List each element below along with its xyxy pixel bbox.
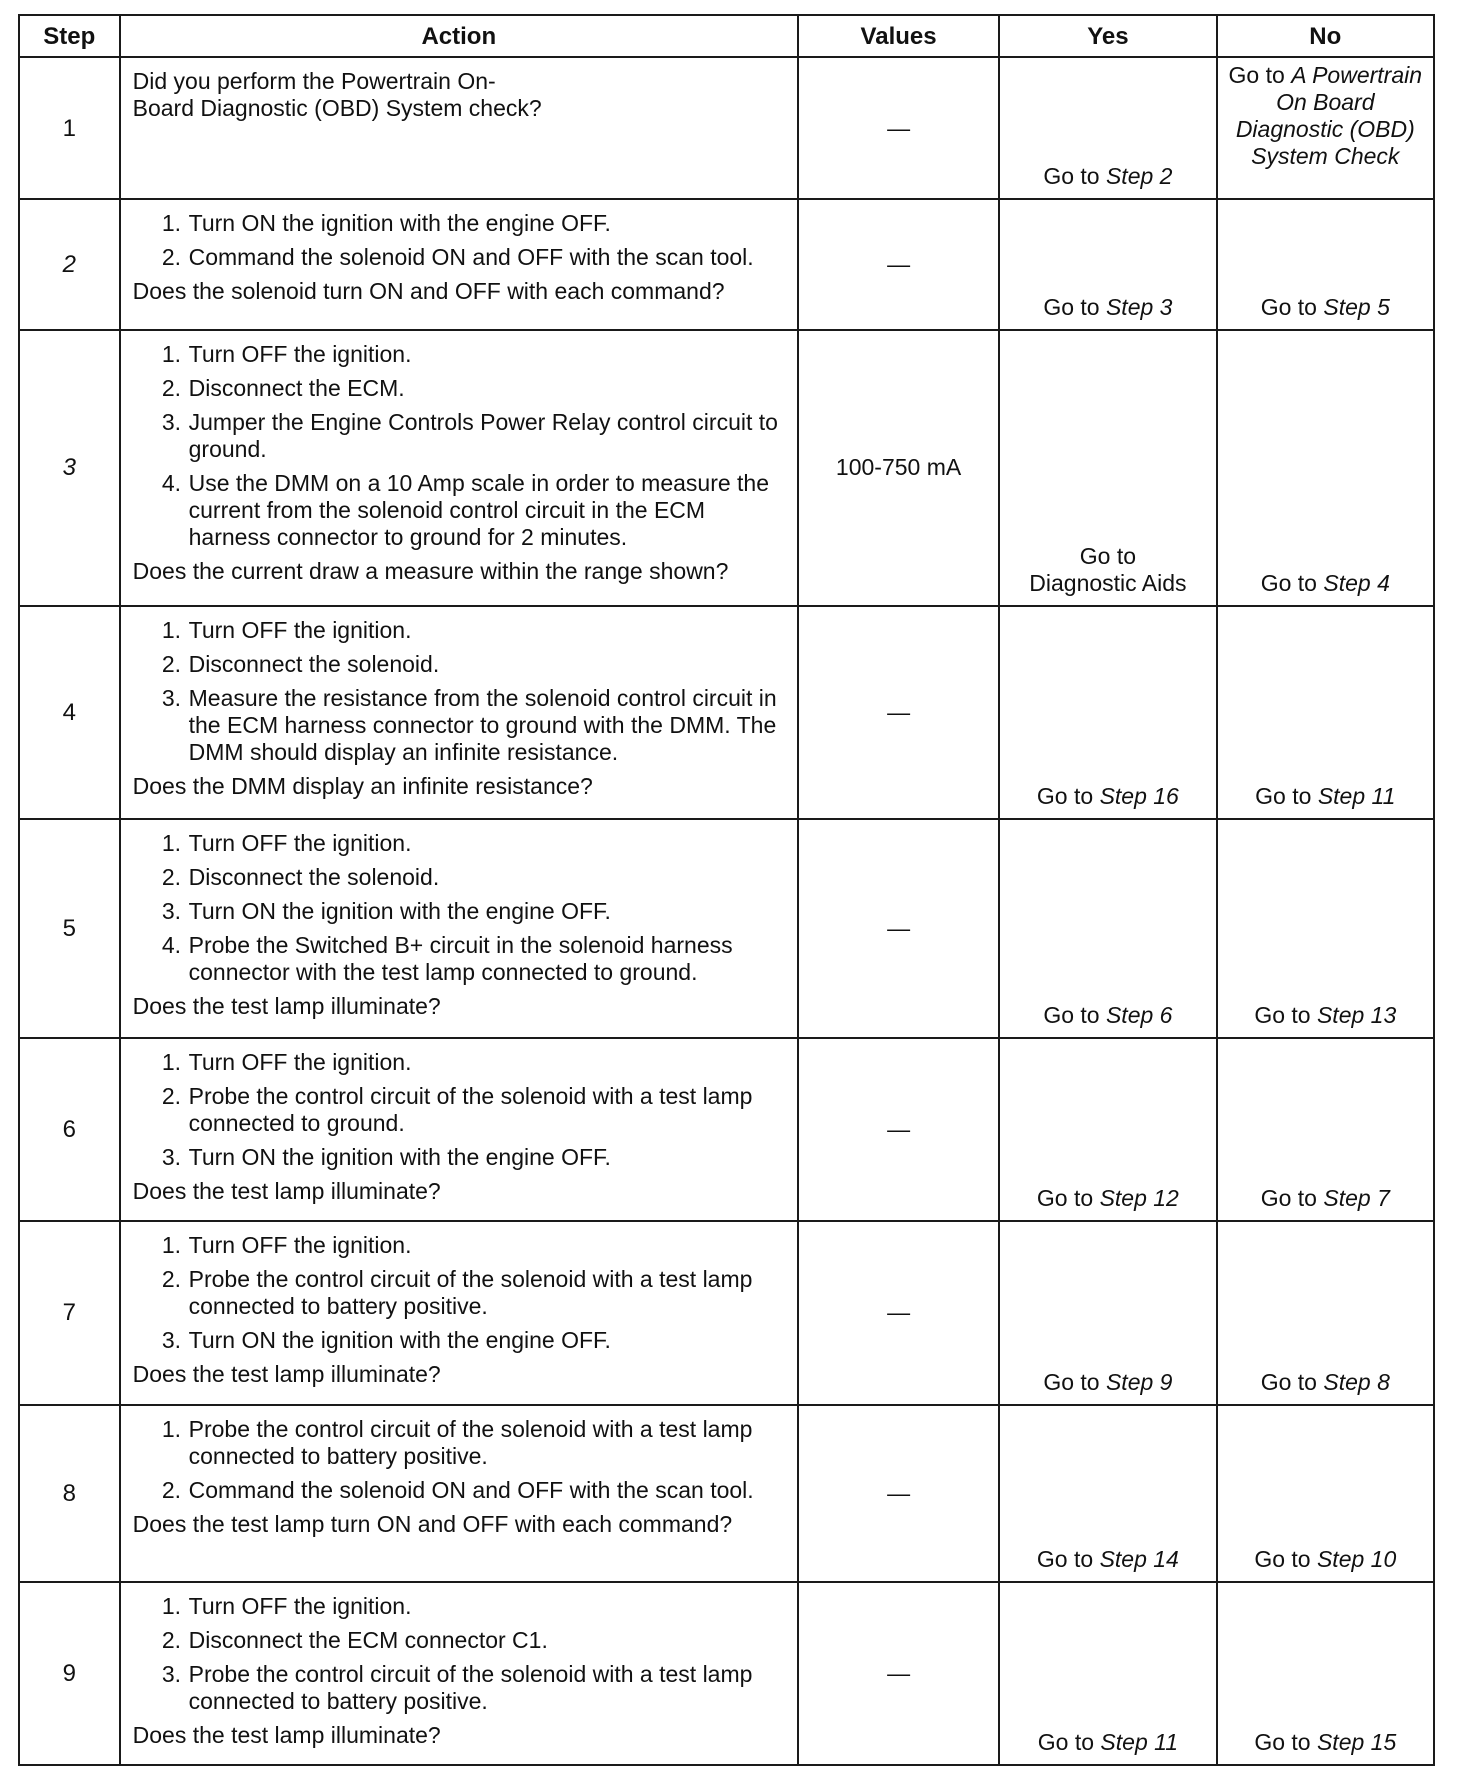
- no-result-cell: [1217, 199, 1434, 330]
- substep-text: Jumper the Engine Controls Power Relay control circuit to ground.: [188, 408, 778, 462]
- substep-number: 1: [161, 616, 175, 643]
- table-row: [19, 1582, 1434, 1765]
- substep-number: 2: [161, 244, 175, 271]
- values-cell: —: [798, 606, 999, 819]
- substep-text: Command the solenoid ON and OFF with the scan tool.: [188, 1476, 754, 1503]
- action-cell: [120, 57, 798, 199]
- substep-list: [133, 1416, 789, 1504]
- no-goto-text: Go to: [1260, 1185, 1324, 1212]
- no-goto-text: Go to: [1254, 1729, 1317, 1755]
- no-result-cell: [1217, 57, 1434, 199]
- substep-item: [133, 685, 789, 766]
- action-cell: [120, 606, 798, 819]
- no-goto-text: Go to: [1255, 782, 1318, 809]
- substep-text: Turn OFF the ignition.: [188, 829, 412, 856]
- table-row: [19, 330, 1434, 606]
- header-step: Step: [19, 15, 120, 57]
- substep-list: [133, 830, 789, 986]
- substep-item: [133, 1266, 789, 1320]
- substep-number: 2: [161, 650, 175, 677]
- header-no: No: [1217, 15, 1434, 57]
- substep-number: 1: [161, 340, 175, 367]
- no-step-reference[interactable]: Step 5: [1323, 293, 1390, 320]
- substep-item: [133, 617, 789, 644]
- substep-number: 1: [161, 210, 175, 237]
- substep-item: [133, 1627, 789, 1654]
- table-header: [19, 15, 1434, 57]
- substep-text: Turn ON the ignition with the engine OFF.: [188, 1143, 611, 1170]
- action-cell: [120, 1405, 798, 1582]
- substep-item: [133, 1593, 789, 1620]
- substep-text: Disconnect the ECM.: [188, 374, 405, 401]
- action-cell: [120, 819, 798, 1038]
- no-goto-text: Go to: [1228, 62, 1292, 88]
- substep-text: Turn OFF the ignition.: [188, 1232, 412, 1259]
- table-row: [19, 606, 1434, 819]
- yes-goto-text: Go to: [1043, 163, 1106, 190]
- substep-list: [133, 1049, 789, 1171]
- step-question: Does the test lamp illuminate?: [132, 992, 441, 1019]
- yes-result-cell: [999, 1038, 1216, 1221]
- no-step-reference[interactable]: Step 4: [1323, 569, 1390, 596]
- substep-text: Probe the control circuit of the solenoid with a test lamp connected to battery positive.: [188, 1415, 753, 1469]
- step-number: 5: [19, 819, 120, 1038]
- table-row: [19, 1221, 1434, 1404]
- step-question: Does the test lamp illuminate?: [132, 1361, 441, 1388]
- substep-number: 1: [161, 1592, 175, 1619]
- substep-list: [133, 210, 789, 271]
- substep-text: Turn OFF the ignition.: [188, 616, 412, 643]
- yes-step-reference[interactable]: Step 14: [1099, 1545, 1179, 1572]
- substep-item: [133, 898, 789, 925]
- substep-dot: .: [174, 897, 182, 924]
- substep-number: 2: [161, 1626, 175, 1653]
- substep-item: [133, 1049, 789, 1076]
- substep-number: 1: [161, 1415, 175, 1442]
- substep-text: Disconnect the solenoid.: [188, 650, 440, 677]
- substep-item: [133, 1477, 789, 1504]
- substep-text: Use the DMM on a 10 Amp scale in order to measure the current from the solenoid control circuit in the ECM harness connector to ground for 2 minutes.: [188, 469, 770, 550]
- no-step-reference[interactable]: Step 13: [1316, 1001, 1397, 1028]
- substep-dot: .: [174, 340, 182, 367]
- action-cell: [120, 1038, 798, 1221]
- step-question: Does the test lamp turn ON and OFF with each command?: [132, 1510, 733, 1537]
- yes-result-cell: [999, 1582, 1216, 1765]
- yes-step-reference[interactable]: Step 12: [1099, 1185, 1179, 1212]
- substep-text: Turn OFF the ignition.: [188, 1048, 412, 1075]
- substep-number: 3: [161, 684, 175, 711]
- step-question: Does the current draw a measure within the range shown?: [132, 557, 729, 584]
- substep-number: 3: [161, 897, 175, 924]
- substep-text: Probe the Switched B+ circuit in the solenoid harness connector with the test lamp connected to ground.: [188, 931, 733, 985]
- substep-item: [133, 1144, 789, 1171]
- substep-number: 4: [161, 469, 175, 496]
- no-result-cell: [1217, 1582, 1434, 1765]
- substep-item: [133, 470, 789, 551]
- substep-dot: .: [174, 408, 182, 435]
- substep-item: [133, 1416, 789, 1470]
- substep-number: 2: [161, 1082, 175, 1109]
- no-step-reference[interactable]: Step 8: [1323, 1368, 1390, 1395]
- substep-item: [133, 1083, 789, 1137]
- substep-number: 1: [161, 1048, 175, 1075]
- yes-result-cell: [999, 606, 1216, 819]
- yes-step-reference[interactable]: Step 2: [1105, 163, 1173, 190]
- no-step-reference[interactable]: Step 15: [1316, 1729, 1397, 1755]
- substep-dot: .: [174, 210, 182, 237]
- step-question: Does the DMM display an infinite resistance?: [132, 772, 593, 799]
- table-row: [19, 57, 1434, 199]
- substep-number: 3: [161, 1660, 175, 1687]
- yes-goto-text: Go to: [1043, 1368, 1106, 1395]
- header-values: Values: [798, 15, 999, 57]
- step-question: Did you perform the Powertrain On-Board Diagnostic (OBD) System check?: [132, 68, 542, 121]
- substep-text: Turn ON the ignition with the engine OFF.: [188, 1327, 611, 1354]
- diagnostic-table: [18, 14, 1435, 1766]
- yes-result-cell: [999, 57, 1216, 199]
- no-goto-text: Go to: [1260, 1368, 1324, 1395]
- substep-dot: .: [174, 374, 182, 401]
- substep-dot: .: [174, 1415, 182, 1442]
- values-cell: 100-750 mA: [798, 330, 999, 606]
- step-number: 8: [19, 1405, 120, 1582]
- header-row: [19, 15, 1434, 57]
- substep-number: 2: [161, 1266, 175, 1293]
- substep-number: 1: [161, 1232, 175, 1259]
- substep-item: [133, 830, 789, 857]
- no-step-reference[interactable]: Step 7: [1323, 1185, 1390, 1212]
- substep-text: Turn ON the ignition with the engine OFF.: [188, 210, 611, 237]
- no-step-reference[interactable]: A Powertrain On Board Diagnostic (OBD) System Check: [1235, 62, 1423, 169]
- table-body: [19, 57, 1434, 1765]
- no-result-cell: [1217, 606, 1434, 819]
- yes-step-reference[interactable]: Step 9: [1105, 1368, 1173, 1395]
- substep-number: 1: [161, 829, 175, 856]
- substep-dot: .: [174, 1592, 182, 1619]
- yes-result-cell: [999, 819, 1216, 1038]
- substep-list: [133, 341, 789, 551]
- values-cell: —: [798, 199, 999, 330]
- values-cell: —: [798, 1582, 999, 1765]
- substep-number: 4: [161, 931, 175, 958]
- substep-dot: .: [174, 1232, 182, 1259]
- yes-goto-text: Go to: [1043, 293, 1106, 320]
- substep-item: [133, 210, 789, 237]
- substep-number: 3: [161, 1327, 175, 1354]
- substep-dot: .: [174, 1626, 182, 1653]
- substep-item: [133, 1327, 789, 1354]
- substep-item: [133, 651, 789, 678]
- substep-item: [133, 341, 789, 368]
- substep-text: Turn OFF the ignition.: [188, 340, 412, 367]
- substep-dot: .: [174, 1082, 182, 1109]
- substep-text: Disconnect the solenoid.: [188, 863, 440, 890]
- substep-dot: .: [174, 829, 182, 856]
- substep-text: Command the solenoid ON and OFF with the scan tool.: [188, 244, 754, 271]
- substep-text: Disconnect the ECM connector C1.: [188, 1626, 548, 1653]
- substep-number: 2: [161, 374, 175, 401]
- no-result-cell: [1217, 1405, 1434, 1582]
- step-number: 7: [19, 1221, 120, 1404]
- step-number: 1: [19, 57, 120, 199]
- action-cell: [120, 1582, 798, 1765]
- substep-list: [133, 1232, 789, 1354]
- yes-step-reference[interactable]: Step 11: [1100, 1729, 1179, 1755]
- yes-goto-text: Go to Diagnostic Aids: [1029, 542, 1187, 596]
- substep-item: [133, 375, 789, 402]
- substep-number: 2: [161, 1476, 175, 1503]
- yes-result-cell: [999, 199, 1216, 330]
- no-goto-text: Go to: [1254, 1545, 1317, 1572]
- substep-dot: .: [174, 1476, 182, 1503]
- no-result-cell: [1217, 1221, 1434, 1404]
- substep-dot: .: [174, 469, 182, 496]
- substep-dot: .: [174, 1143, 182, 1170]
- header-yes: Yes: [999, 15, 1216, 57]
- substep-dot: .: [174, 616, 182, 643]
- action-cell: [120, 1221, 798, 1404]
- substep-text: Probe the control circuit of the solenoid with a test lamp connected to battery positive.: [188, 1660, 753, 1714]
- step-number: 4: [19, 606, 120, 819]
- yes-goto-text: Go to: [1036, 1545, 1100, 1572]
- substep-list: [133, 617, 789, 766]
- values-cell: —: [798, 1038, 999, 1221]
- substep-text: Measure the resistance from the solenoid control circuit in the ECM harness connector to ground with the DMM. The DMM should display an infinite resistance.: [188, 684, 777, 765]
- substep-item: [133, 409, 789, 463]
- no-result-cell: [1217, 1038, 1434, 1221]
- yes-goto-text: Go to: [1037, 1729, 1101, 1755]
- no-goto-text: Go to: [1260, 293, 1324, 320]
- substep-text: Turn OFF the ignition.: [188, 1592, 412, 1619]
- table-row: [19, 1405, 1434, 1582]
- substep-item: [133, 1232, 789, 1259]
- substep-dot: .: [174, 650, 182, 677]
- yes-result-cell: [999, 330, 1216, 606]
- table-row: [19, 819, 1434, 1038]
- values-cell: —: [798, 1221, 999, 1404]
- values-cell: —: [798, 819, 999, 1038]
- yes-step-reference[interactable]: Step 16: [1099, 782, 1179, 809]
- no-step-reference[interactable]: Step 10: [1316, 1545, 1397, 1572]
- no-result-cell: [1217, 819, 1434, 1038]
- action-cell: [120, 330, 798, 606]
- substep-dot: .: [174, 1660, 182, 1687]
- step-number: 6: [19, 1038, 120, 1221]
- step-number: 3: [19, 330, 120, 606]
- substep-dot: .: [174, 1048, 182, 1075]
- action-cell: [120, 199, 798, 330]
- no-goto-text: Go to: [1260, 569, 1324, 596]
- yes-result-cell: [999, 1221, 1216, 1404]
- substep-list: [133, 1593, 789, 1715]
- substep-number: 3: [161, 408, 175, 435]
- header-action: Action: [120, 15, 798, 57]
- substep-dot: .: [174, 863, 182, 890]
- values-cell: —: [798, 57, 999, 199]
- substep-item: [133, 244, 789, 271]
- no-goto-text: Go to: [1254, 1001, 1317, 1028]
- substep-item: [133, 1661, 789, 1715]
- step-question: Does the solenoid turn ON and OFF with each command?: [132, 278, 725, 305]
- substep-dot: .: [174, 1266, 182, 1293]
- substep-dot: .: [174, 244, 182, 271]
- yes-step-reference[interactable]: Step 6: [1105, 1001, 1173, 1028]
- substep-dot: .: [174, 684, 182, 711]
- substep-number: 3: [161, 1143, 175, 1170]
- table-row: [19, 199, 1434, 330]
- substep-dot: .: [174, 1327, 182, 1354]
- substep-dot: .: [174, 931, 182, 958]
- substep-text: Probe the control circuit of the solenoid with a test lamp connected to battery positive.: [188, 1266, 753, 1320]
- step-question: Does the test lamp illuminate?: [132, 1721, 441, 1748]
- no-step-reference[interactable]: Step 11: [1317, 782, 1396, 809]
- step-question: Does the test lamp illuminate?: [132, 1177, 441, 1204]
- yes-goto-text: Go to: [1036, 1185, 1100, 1212]
- substep-number: 2: [161, 863, 175, 890]
- yes-goto-text: Go to: [1036, 782, 1100, 809]
- yes-result-cell: [999, 1405, 1216, 1582]
- substep-text: Turn ON the ignition with the engine OFF.: [188, 897, 611, 924]
- yes-goto-text: Go to: [1043, 1001, 1106, 1028]
- substep-text: Probe the control circuit of the solenoid with a test lamp connected to ground.: [188, 1082, 753, 1136]
- substep-item: [133, 864, 789, 891]
- values-cell: —: [798, 1405, 999, 1582]
- step-number: 9: [19, 1582, 120, 1765]
- yes-step-reference[interactable]: Step 3: [1105, 293, 1173, 320]
- table-row: [19, 1038, 1434, 1221]
- step-number: 2: [19, 199, 120, 330]
- no-result-cell: [1217, 330, 1434, 606]
- substep-item: [133, 932, 789, 986]
